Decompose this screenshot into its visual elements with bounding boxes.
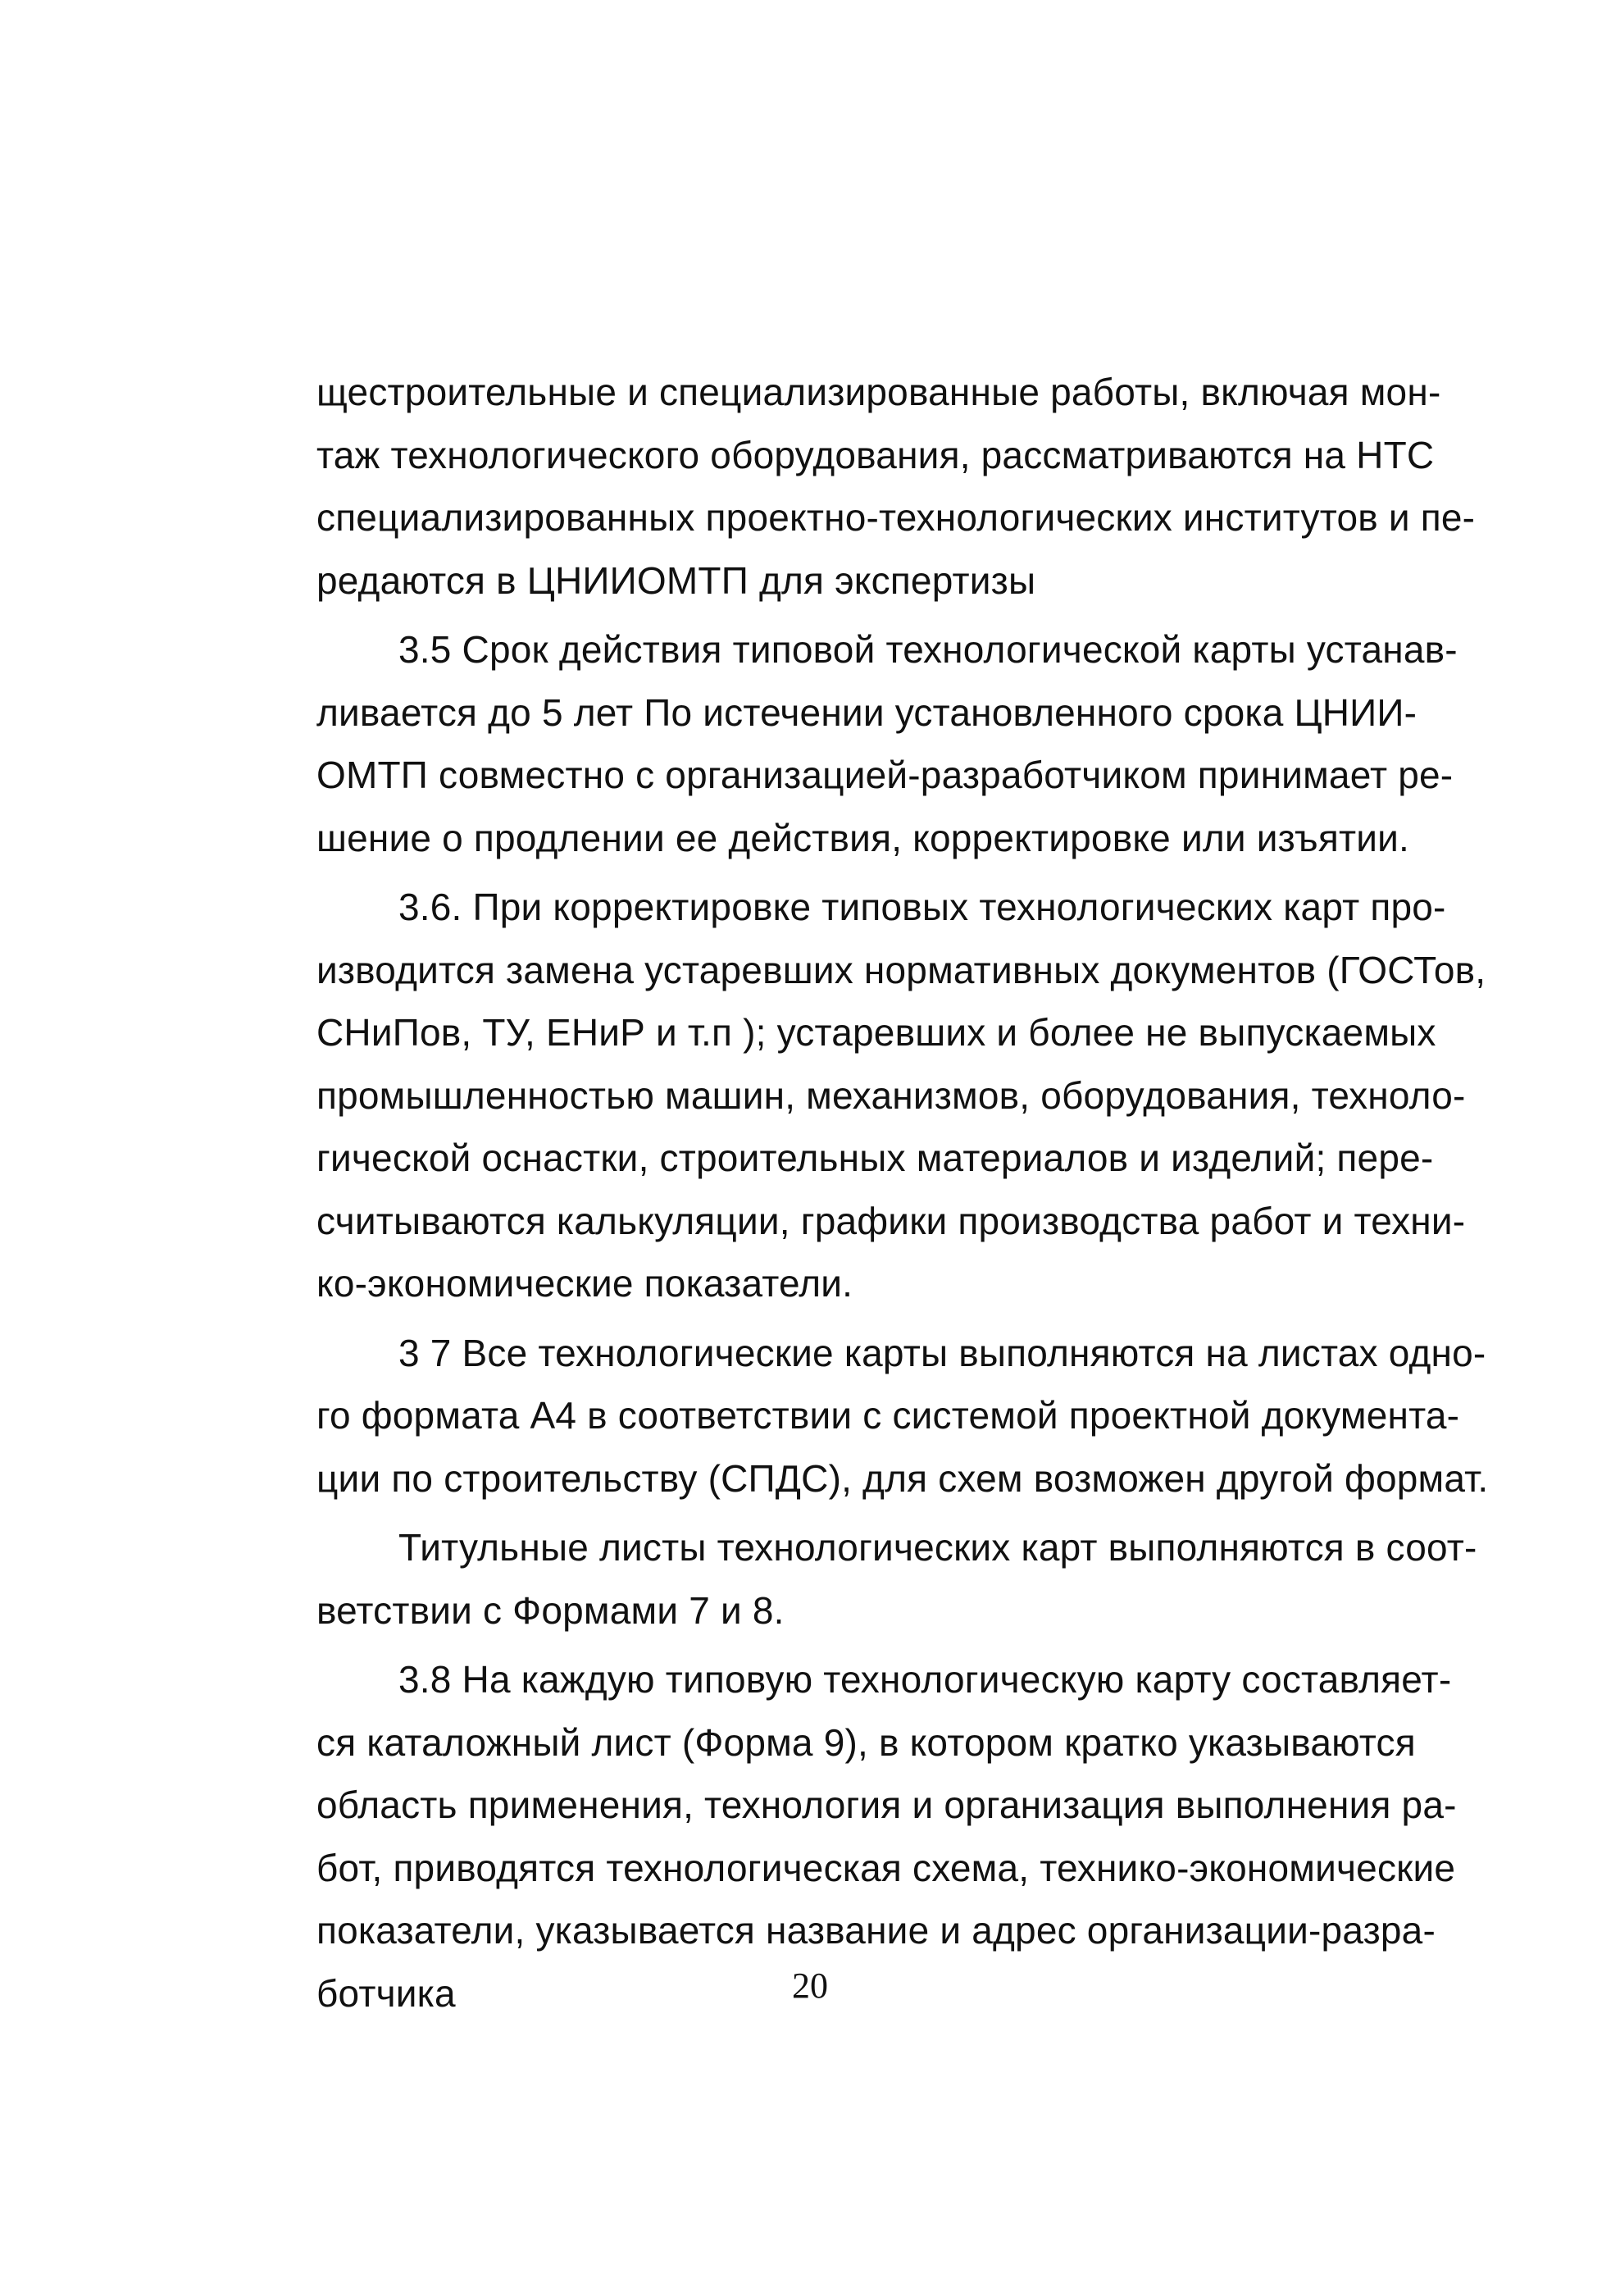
text-line: показатели, указывается название и адрес организации-разра-: [316, 1909, 1436, 1952]
text-line: шение о продлении ее действия, корректировке или изъятии.: [316, 816, 1410, 859]
page-number: 20: [792, 1966, 828, 2006]
text-line: область применения, технология и организация выполнения ра-: [316, 1784, 1457, 1826]
paragraph-3-6: [316, 876, 1486, 1315]
text-line: 3 7 Все технологические карты выполняются на листах одно-: [398, 1331, 1486, 1374]
body-text: [316, 361, 1489, 2025]
paragraph-continuation: [316, 361, 1476, 612]
text-line: Титульные листы технологических карт выполняются в соот-: [398, 1526, 1477, 1569]
text-line: редаются в ЦНИИОМТП для экспертизы: [316, 558, 1036, 602]
text-line: го формата А4 в соответствии с системой проектной документа-: [316, 1394, 1460, 1437]
text-line: 3.5 Срок действия типовой технологической карты устанав-: [398, 628, 1458, 671]
text-line: ко-экономические показатели.: [316, 1262, 853, 1305]
text-line: ции по строительству (СПДС), для схем возможен другой формат.: [316, 1456, 1489, 1500]
text-line: считываются калькуляции, графики производства работ и техни-: [316, 1199, 1466, 1242]
text-line: ся каталожный лист (Форма 9), в котором кратко указываются: [316, 1720, 1416, 1764]
text-line: специализированных проектно-технологических институтов и пе-: [316, 496, 1476, 539]
text-line: щестроительные и специализированные работы, включая мон-: [316, 371, 1441, 413]
paragraph-3-5: [316, 618, 1458, 869]
text-line: ОМТП совместно с организацией-разработчиком принимает ре-: [316, 754, 1454, 796]
text-line: изводится замена устаревших нормативных документов (ГОСТов,: [316, 948, 1486, 991]
paragraph-3-7: [316, 1322, 1489, 1510]
text-line: таж технологического оборудования, рассматриваются на НТС: [316, 433, 1435, 476]
text-line: ветствии с Формами 7 и 8.: [316, 1588, 785, 1632]
text-line: 3.8 На каждую типовую технологическую карту составляет-: [398, 1658, 1452, 1701]
text-line: бот, приводятся технологическая схема, технико-экономические: [316, 1846, 1456, 1889]
paragraph-title-sheets: [316, 1516, 1477, 1642]
text-line: промышленностью машин, механизмов, оборудования, техноло-: [316, 1073, 1466, 1117]
text-line: гической оснастки, строительных материалов и изделий; пере-: [316, 1137, 1434, 1179]
text-line: ливается до 5 лет По истечении установленного срока ЦНИИ-: [316, 690, 1418, 734]
text-line: СНиПов, ТУ, ЕНиР и т.п ); устаревших и более не выпускаемых: [316, 1011, 1436, 1054]
text-line: ботчика: [316, 1971, 456, 2015]
text-line: 3.6. При корректировке типовых технологических карт про-: [398, 886, 1446, 928]
